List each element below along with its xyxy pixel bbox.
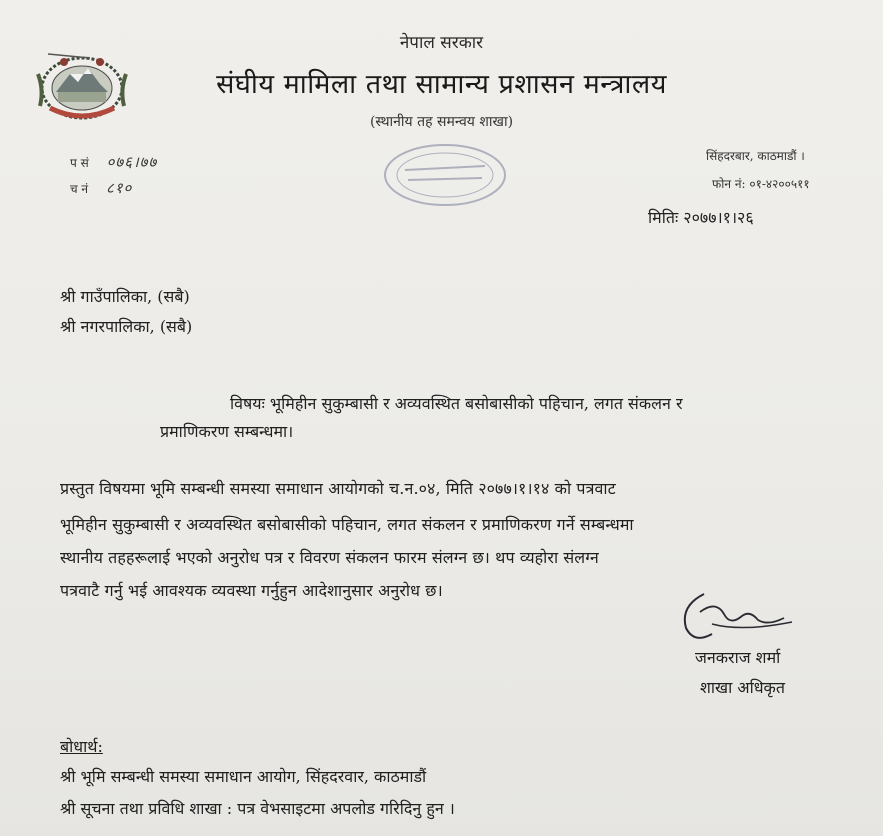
body-line: पत्रवाटै गर्नु भई आवश्यक व्यवस्था गर्नुहुन आदेशानुसार अनुरोध छ। <box>60 581 443 600</box>
patra-value: ०७६।७७ <box>106 153 158 171</box>
subject-line-2: प्रमाणिकरण सम्बन्धमा। <box>160 422 294 441</box>
signatory-designation: शाखा अधिकृत <box>700 678 785 697</box>
recipient-line: श्री गाउँपालिका, (सबै) <box>60 287 190 306</box>
signatory-name: जनकराज शर्मा <box>695 648 781 667</box>
cc-item: श्री सूचना तथा प्रविधि शाखा : पत्र वेभसाइटमा अपलोड गरिदिनु हुन । <box>60 799 455 818</box>
subject-line-1: विषयः भूमिहीन सुकुम्बासी र अव्यवस्थित बसोबासीको पहिचान, लगत संकलन र <box>230 394 683 413</box>
chalani-label: च नं <box>70 182 89 196</box>
office-address: सिंहदरबार, काठमाडौं । <box>706 149 805 163</box>
office-phone: फोन नं: ०१-४२००५११ <box>712 177 810 191</box>
body-line: स्थानीय तहहरूलाई भएको अनुरोध पत्र र विवरण संकलन फारम संलग्न छ। थप व्यहोरा संलग्न <box>60 548 599 567</box>
recipient-line: श्री नगरपालिका, (सबै) <box>60 317 193 336</box>
letter-date: मितिः २०७७।१।२६ <box>648 208 754 227</box>
chalani-number <box>70 178 132 198</box>
section-title: (स्थानीय तह समन्वय शाखा) <box>369 114 514 130</box>
cc-item: श्री भूमि सम्बन्धी समस्या समाधान आयोग, सिंहदरवार, काठमाडौं <box>60 767 427 786</box>
government-title: नेपाल सरकार <box>399 33 484 53</box>
patra-sankhya <box>70 152 157 172</box>
cc-heading: बोधार्थ: <box>60 737 103 756</box>
body-line: प्रस्तुत विषयमा भूमि सम्बन्धी समस्या समाधान आयोगको च.न.०४, मिति २०७७।१।१४ को पत्रवाट <box>60 479 616 498</box>
chalani-value: ८१० <box>105 179 133 197</box>
office-stamp <box>380 140 510 210</box>
body-line: भूमिहीन सुकुम्बासी र अव्यवस्थित बसोबासीको पहिचान, लगत संकलन र प्रमाणिकरण गर्ने सम्बन्धमा <box>60 515 634 534</box>
ministry-title: संघीय मामिला तथा सामान्य प्रशासन मन्त्रालय <box>216 69 667 100</box>
patra-label: प सं <box>70 156 89 170</box>
